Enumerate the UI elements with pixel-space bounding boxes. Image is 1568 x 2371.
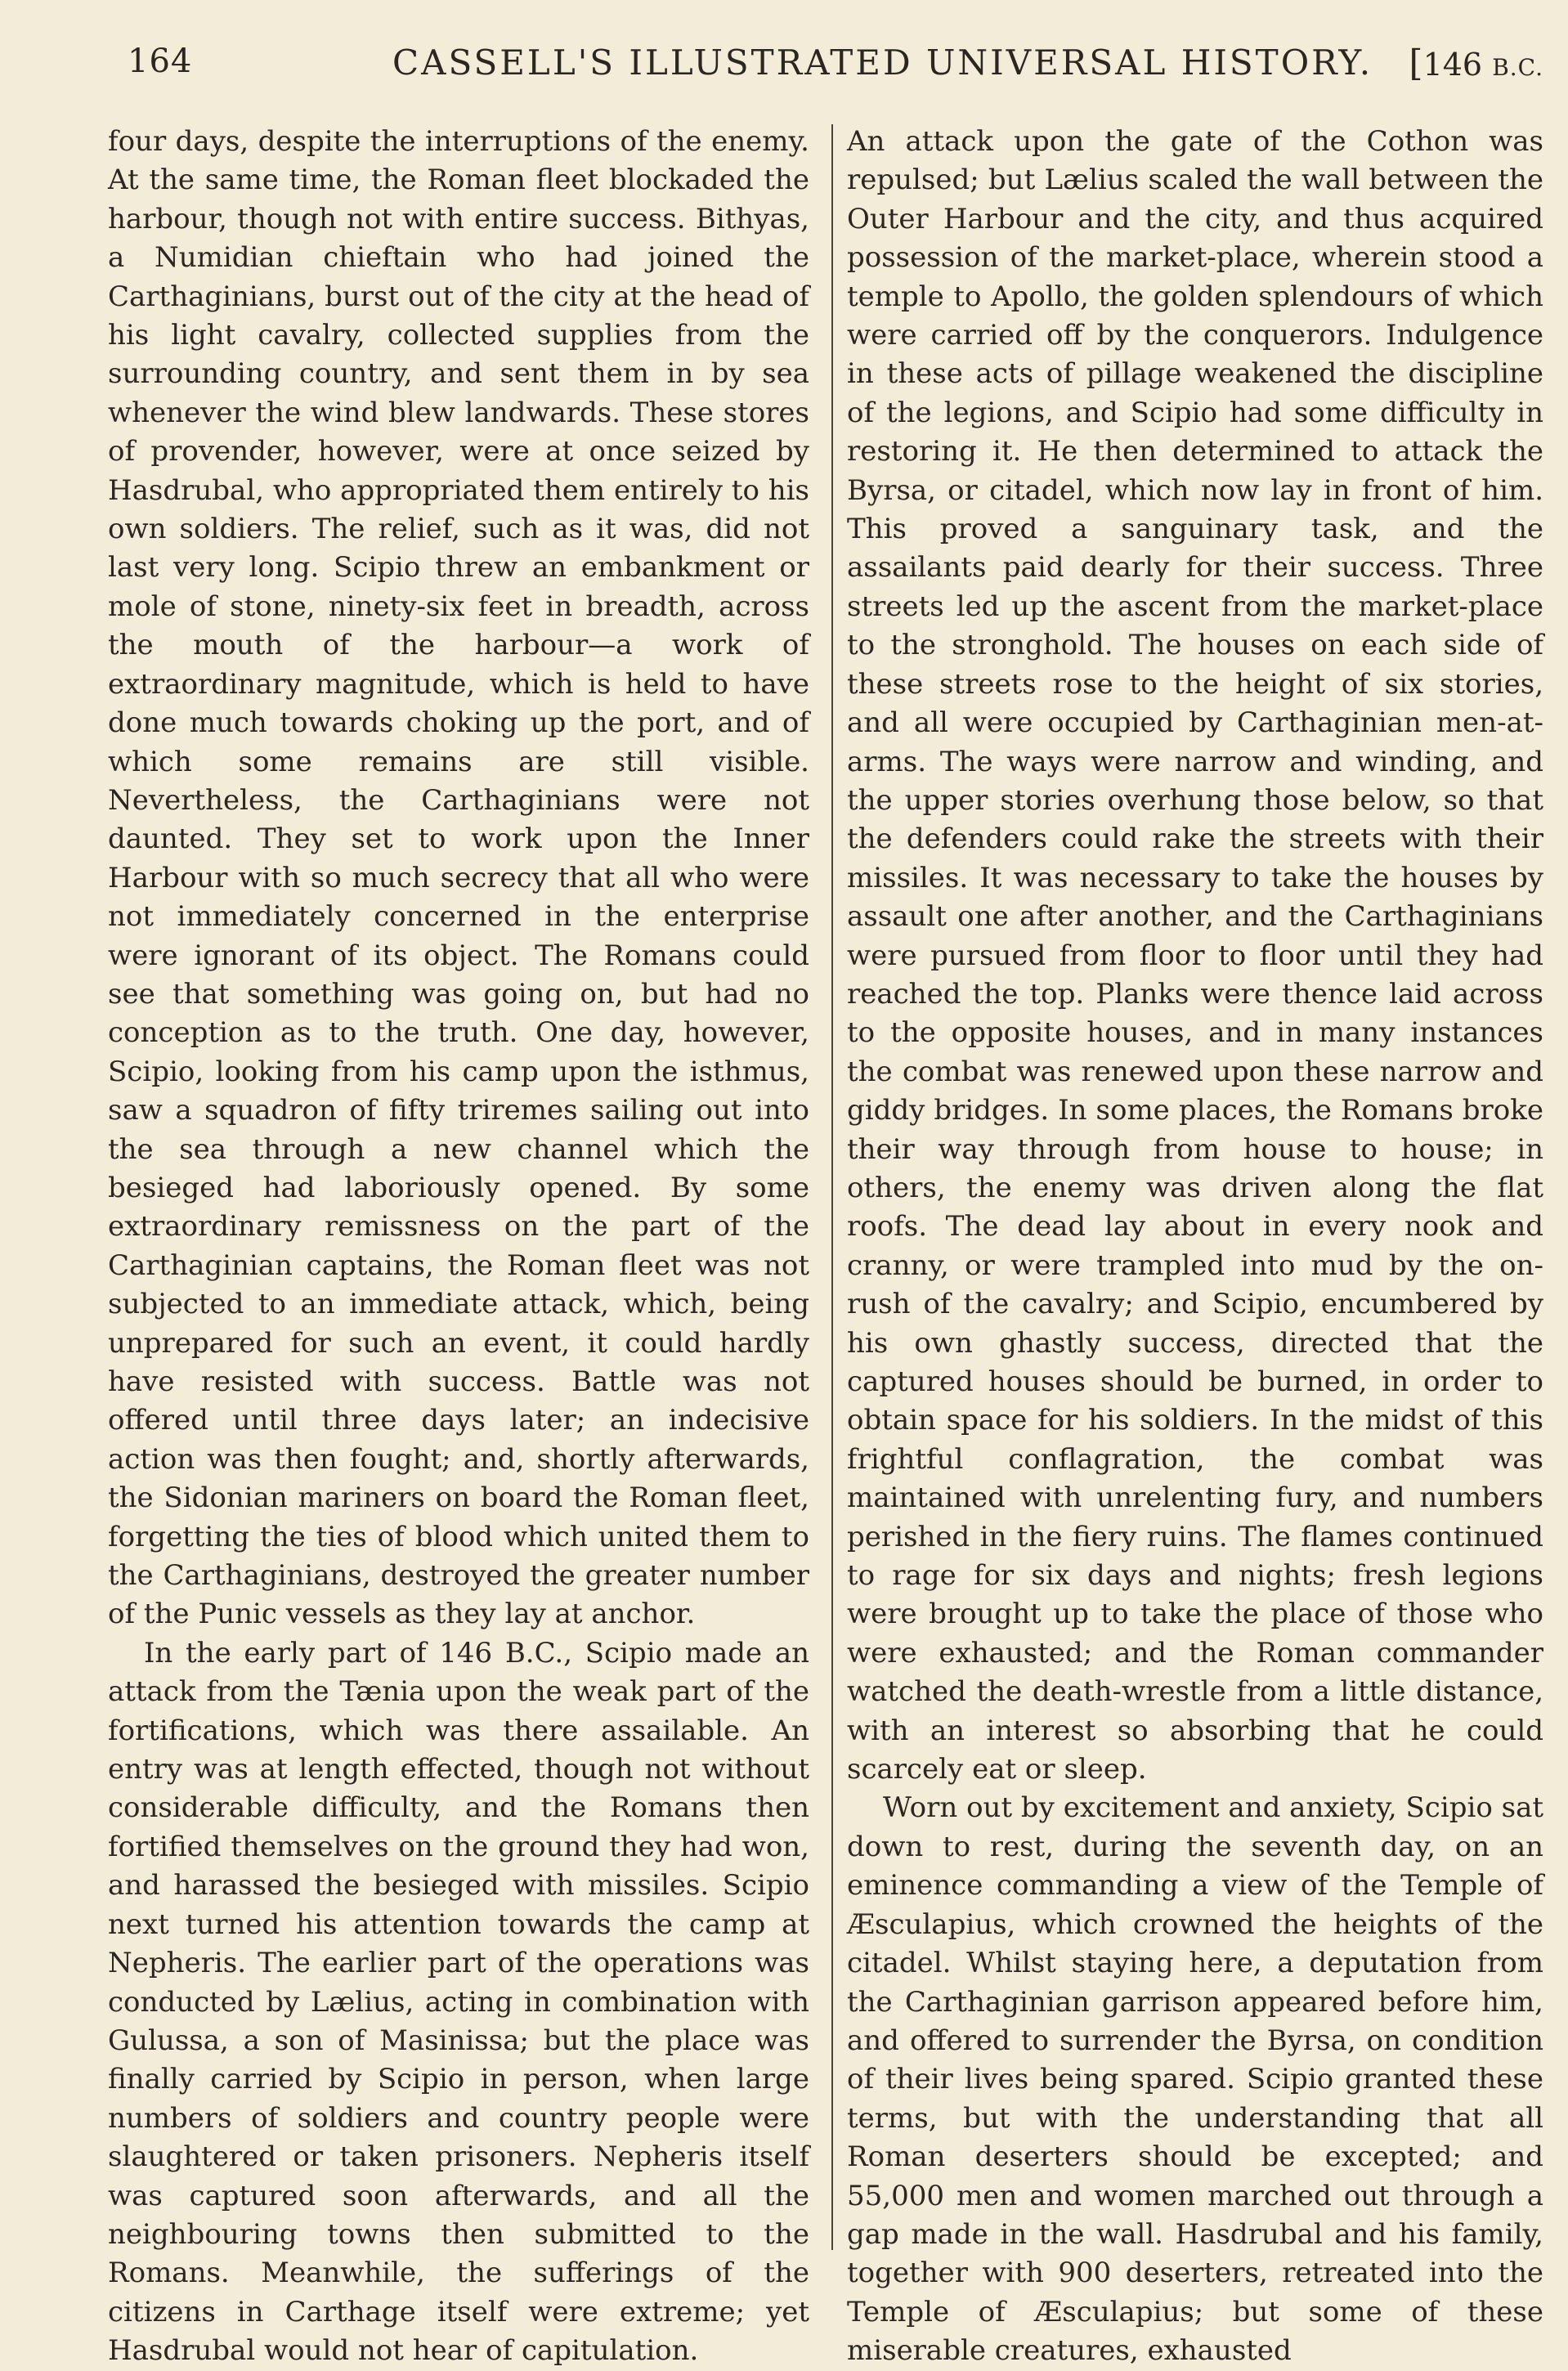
paragraph-text: , Scipio made an attack from the Tænia upon the weak part of the fortifications, which was there assailable. An entry was at length effected, though not without considerable difficulty, and the Romans then fortified themselves on the ground they had won, and harassed the besieged with missiles. Scipio next turned his attention towards the camp at Nepheris. The earlier part of the operations was conducted by Lælius, acting in combination with Gulussa, a son of Masinissa; but the place was finally carried by Scipio in person, when large numbers of soldiers and country people were slaughtered or taken prisoners. Nepheris itself was captured soon afterwards, and all the neighbouring towns then submitted to the Romans. Meanwhile, the sufferings of the citizens in Carthage itself were extreme; yet Hasdrubal would not hear of capitulation. (108, 1636, 809, 2368)
paragraph: Worn out by excitement and anxiety, Scipio sat down to rest, during the seventh day, on an eminence commanding a view of the Temple of Æsculapius, which crowned the heights of the citadel. Whilst staying here, a deputation from the Carthaginian garrison appeared before him, and offered to surrender the Byrsa, on condition of their lives being spared. Scipio granted these terms, but with the understanding that all Roman deserters should be excepted; and 55,000 men and women marched out through a gap made in the wall. Hasdrubal and his family, together with 900 deserters, retreated into the Temple of Æsculapius; but some of these miserable creatures, exhausted (847, 1791, 1543, 2368)
right-column (847, 123, 1543, 2371)
paragraph: An attack upon the gate of the Cothon was repulsed; but Lælius scaled the wall between the Outer Harbour and the city, and thus acquired possession of the market-place, wherein stood a temple to Apollo, the golden splendours of which were carried off by the conquerors. Indulgence in these acts of pillage weakened the discipline of the legions, and Scipio had some difficulty in restoring it. He then determined to attack the Byrsa, or citadel, which now lay in front of him. This proved a sanguinary task, and the assailants paid dearly for their success. Three streets led up the ascent from the market-place to the stronghold. The houses on each side of these streets rose to the height of six stories, and all were occupied by Carthaginian men-at-arms. The ways were narrow and winding, and the upper stories overhung those below, so that the defenders could rake the streets with their missiles. It was necessary to take the houses by assault one after another, and the Carthaginians were pursued from floor to floor until they had reached the top. Planks were thence laid across to the opposite houses, and in many instances the combat was renewed upon these narrow and giddy bridges. In some places, the Romans broke their way through from house to house; in others, the enemy was driven along the flat roofs. The dead lay about in every nook and cranny, or were trampled into mud by the on-rush of the cavalry; and Scipio, encumbered by his own ghastly success, directed that the captured houses should be burned, in order to obtain space for his soldiers. In the midst of this frightful conflagration, the combat was maintained with unrelenting fury, and numbers perished in the fiery ruins. The flames continued to rage for six days and nights; fresh legions were brought up to take the place of those who were exhausted; and the Roman commander watched the death-wrestle from a little distance, with an interest so absorbing that he could scarcely eat or sleep. (847, 125, 1543, 1786)
date-era: B.C. (1492, 54, 1543, 81)
paragraph: four days, despite the interruptions of the enemy. At the same time, the Roman fleet blockaded the harbour, though not with entire success. Bithyas, a Numidian chieftain who had joined the Carthaginians, burst out of the city at the head of his light cavalry, collected supplies from the surrounding country, and sent them in by sea whenever the wind blew landwards. These stores of provender, however, were at once seized by Hasdrubal, who appropriated them entirely to his own soldiers. The relief, such as it was, did not last very long. Scipio threw an embankment or mole of stone, ninety-six feet in breadth, across the mouth of the harbour—a work of extraordinary magnitude, which is held to have done much towards choking up the port, and of which some remains are still visible. Nevertheless, the Carthaginians were not daunted. They set to work upon the Inner Harbour with so much secrecy that all who were not immediately concerned in the enterprise were ignorant of its object. The Romans could see that something was going on, but had no conception as to the truth. One day, however, Scipio, looking from his camp upon the isthmus, saw a squadron of fifty triremes sailing out into the sea through a new channel which the besieged had laboriously opened. By some extraordinary remissness on the part of the Carthaginian captains, the Roman fleet was not subjected to an immediate attack, which, being unprepared for such an event, it could hardly have resisted with success. Battle was not offered until three days later; an indecisive action was then fought; and, shortly afterwards, the Sidonian mariners on board the Roman fleet, forgetting the ties of blood which united them to the Carthaginians, destroyed the greater number of the Punic vessels as they lay at anchor. (108, 125, 809, 1631)
date-bracket: [ (1409, 43, 1423, 84)
paragraph-text: In the early part of 146 (144, 1636, 505, 1670)
column-divider (831, 124, 833, 2250)
running-head (105, 43, 1543, 87)
running-title: CASSELL'S ILLUSTRATED UNIVERSAL HISTORY. (392, 43, 1373, 83)
era-label: B.C. (504, 1636, 564, 1670)
left-column (108, 123, 809, 2371)
date-year: 146 (1422, 47, 1483, 83)
page-number: 164 (128, 43, 193, 80)
paragraph (108, 1634, 809, 2371)
running-date (1409, 43, 1543, 84)
